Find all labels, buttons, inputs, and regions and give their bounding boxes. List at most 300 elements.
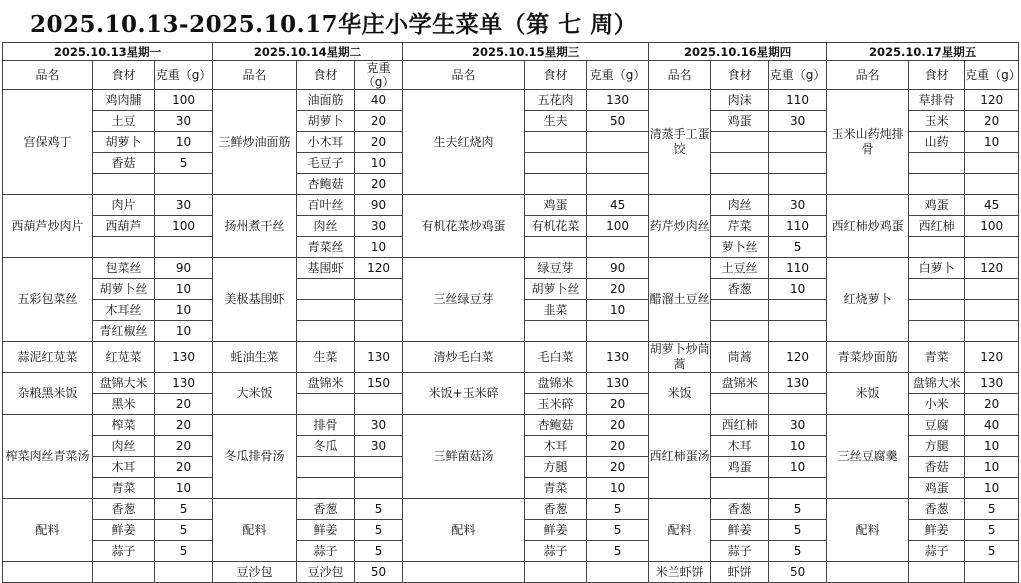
weight	[155, 174, 213, 195]
ingredient-header: 食材	[93, 61, 155, 90]
ingredient: 青红椒丝	[93, 321, 155, 342]
weight	[355, 321, 403, 342]
ingredient: 鸡蛋	[909, 195, 965, 216]
weight: 5	[587, 541, 649, 562]
dish-name: 米饭	[827, 373, 909, 415]
weight	[587, 174, 649, 195]
ingredient: 方腿	[525, 457, 587, 478]
weight	[155, 562, 213, 583]
weight	[587, 153, 649, 174]
weight: 20	[587, 457, 649, 478]
weight	[769, 132, 827, 153]
weight: 45	[965, 195, 1019, 216]
weight: 110	[769, 90, 827, 111]
ingredient: 蒜子	[93, 541, 155, 562]
ingredient	[525, 237, 587, 258]
dish-name: 杂粮黑米饭	[3, 373, 93, 415]
weight: 30	[155, 111, 213, 132]
ingredient: 蒜子	[711, 541, 769, 562]
ingredient: 木耳	[711, 436, 769, 457]
ingredient: 五花肉	[525, 90, 587, 111]
ingredient	[525, 174, 587, 195]
weight	[587, 562, 649, 583]
dish-name: 三鲜菌菇汤	[403, 415, 525, 499]
day-header: 2025.10.17星期五	[827, 43, 1019, 61]
ingredient: 木耳	[93, 457, 155, 478]
ingredient	[909, 153, 965, 174]
weight: 5	[965, 541, 1019, 562]
table-row	[3, 415, 1019, 436]
ingredient: 油面筋	[297, 90, 355, 111]
ingredient: 百叶丝	[297, 195, 355, 216]
weight: 20	[155, 436, 213, 457]
weight: 20	[587, 415, 649, 436]
weight: 30	[355, 415, 403, 436]
weight: 120	[965, 90, 1019, 111]
page-title: 2025.10.13-2025.10.17华庄小学生菜单（第 七 周）	[30, 11, 638, 38]
ingredient: 蒜子	[297, 541, 355, 562]
dish-name: 配料	[827, 499, 909, 562]
dish-name: 配料	[3, 499, 93, 562]
dish-name: 有机花菜炒鸡蛋	[403, 195, 525, 258]
ingredient: 豆沙包	[297, 562, 355, 583]
dish-name: 五彩包菜丝	[3, 258, 93, 342]
ingredient	[909, 174, 965, 195]
weight: 120	[965, 258, 1019, 279]
weight-header: 克重（g）	[965, 61, 1019, 90]
ingredient: 蒜子	[525, 541, 587, 562]
weight: 30	[355, 436, 403, 457]
ingredient: 绿豆芽	[525, 258, 587, 279]
weight: 10	[155, 321, 213, 342]
ingredient: 香葱	[909, 499, 965, 520]
dish-name: 三丝绿豆芽	[403, 258, 525, 342]
weight: 130	[587, 342, 649, 373]
ingredient	[297, 279, 355, 300]
dish-name-header: 品名	[403, 61, 525, 90]
table-row	[3, 373, 1019, 394]
ingredient: 青菜	[93, 478, 155, 499]
weight: 100	[587, 216, 649, 237]
dish-name: 青菜炒面筋	[827, 342, 909, 373]
weight: 5	[155, 520, 213, 541]
weight: 20	[587, 436, 649, 457]
weight: 150	[355, 373, 403, 394]
weight	[965, 562, 1019, 583]
ingredient	[93, 174, 155, 195]
ingredient	[297, 321, 355, 342]
weight: 5	[769, 541, 827, 562]
dish-name: 米饭+玉米碎	[403, 373, 525, 415]
day-header: 2025.10.13星期一	[3, 43, 213, 61]
weight: 130	[155, 373, 213, 394]
ingredient: 蒜子	[909, 541, 965, 562]
weight: 30	[355, 216, 403, 237]
ingredient: 西红柿	[711, 415, 769, 436]
ingredient: 韭菜	[525, 300, 587, 321]
dish-name: 配料	[649, 499, 711, 562]
weight: 110	[769, 216, 827, 237]
weight: 30	[769, 111, 827, 132]
weight	[355, 457, 403, 478]
dish-name: 豆沙包	[213, 562, 297, 583]
ingredient: 肉丝	[711, 195, 769, 216]
ingredient: 木耳丝	[93, 300, 155, 321]
weight	[965, 153, 1019, 174]
weight	[355, 279, 403, 300]
weight	[769, 153, 827, 174]
ingredient: 毛豆子	[297, 153, 355, 174]
weight: 5	[355, 541, 403, 562]
weight: 40	[965, 415, 1019, 436]
weight: 90	[155, 258, 213, 279]
ingredient: 青菜丝	[297, 237, 355, 258]
ingredient: 盘锦米	[525, 373, 587, 394]
ingredient-header: 食材	[909, 61, 965, 90]
dish-name-header: 品名	[827, 61, 909, 90]
ingredient: 肉丝	[297, 216, 355, 237]
weight: 5	[965, 499, 1019, 520]
dish-name: 红烧萝卜	[827, 258, 909, 342]
ingredient: 山药	[909, 132, 965, 153]
ingredient: 盘锦大米	[909, 373, 965, 394]
ingredient: 冬瓜	[297, 436, 355, 457]
weight: 10	[155, 132, 213, 153]
ingredient: 盘锦米	[711, 373, 769, 394]
weight	[965, 174, 1019, 195]
dish-name-header: 品名	[213, 61, 297, 90]
weight	[769, 478, 827, 499]
ingredient: 黑米	[93, 394, 155, 415]
weight	[155, 237, 213, 258]
ingredient: 鸡蛋	[711, 457, 769, 478]
weight: 10	[965, 436, 1019, 457]
table-row	[3, 342, 1019, 373]
ingredient	[297, 394, 355, 415]
weight: 130	[355, 342, 403, 373]
table-row	[3, 562, 1019, 583]
weight: 20	[155, 394, 213, 415]
dish-name: 榨菜肉丝青菜汤	[3, 415, 93, 499]
ingredient: 香葱	[297, 499, 355, 520]
weight	[355, 394, 403, 415]
weight	[587, 237, 649, 258]
dish-name: 三丝豆腐羹	[827, 415, 909, 499]
ingredient: 香葱	[711, 279, 769, 300]
dish-name: 配料	[403, 499, 525, 562]
ingredient: 胡萝卜	[297, 111, 355, 132]
ingredient: 小米	[909, 394, 965, 415]
dish-name: 三鲜炒油面筋	[213, 90, 297, 195]
dish-name: 米兰虾饼	[649, 562, 711, 583]
ingredient: 鲜姜	[909, 520, 965, 541]
weight-header: 克重（g）	[769, 61, 827, 90]
ingredient: 鲜姜	[93, 520, 155, 541]
weight: 10	[587, 300, 649, 321]
ingredient	[525, 562, 587, 583]
weight: 5	[587, 520, 649, 541]
ingredient	[909, 237, 965, 258]
ingredient-header: 食材	[525, 61, 587, 90]
weight: 20	[355, 132, 403, 153]
ingredient	[525, 132, 587, 153]
weight: 30	[769, 195, 827, 216]
ingredient	[297, 300, 355, 321]
weight-header: 克重（g）	[587, 61, 649, 90]
ingredient: 鸡蛋	[711, 111, 769, 132]
ingredient: 胡萝卜丝	[525, 279, 587, 300]
weight: 20	[587, 394, 649, 415]
day-header: 2025.10.14星期二	[213, 43, 403, 61]
ingredient: 鲜姜	[297, 520, 355, 541]
ingredient: 青菜	[525, 478, 587, 499]
weight: 20	[355, 111, 403, 132]
ingredient: 玉米碎	[525, 394, 587, 415]
dish-name: 西红柿炒鸡蛋	[827, 195, 909, 258]
weight: 100	[155, 216, 213, 237]
ingredient: 鲜姜	[525, 520, 587, 541]
ingredient	[909, 300, 965, 321]
ingredient	[711, 321, 769, 342]
column-header-row	[3, 61, 1019, 90]
dish-name: 胡萝卜炒茼蒿	[649, 342, 710, 371]
weight	[355, 300, 403, 321]
weight: 5	[155, 541, 213, 562]
ingredient: 香菇	[93, 153, 155, 174]
menu-table	[2, 42, 1019, 583]
table-row	[3, 90, 1019, 111]
weight: 120	[965, 342, 1019, 373]
weight: 5	[155, 499, 213, 520]
ingredient: 生菜	[297, 342, 355, 373]
ingredient: 包菜丝	[93, 258, 155, 279]
weight: 20	[587, 279, 649, 300]
ingredient: 香葱	[711, 499, 769, 520]
ingredient: 玉米	[909, 111, 965, 132]
dish-name: 西葫芦炒肉片	[3, 195, 93, 258]
weight	[587, 321, 649, 342]
weight	[965, 237, 1019, 258]
ingredient	[711, 132, 769, 153]
ingredient: 生夫	[525, 111, 587, 132]
weight: 130	[155, 342, 213, 373]
dish-name: 蚝油生菜	[213, 342, 297, 373]
ingredient	[909, 562, 965, 583]
ingredient: 草排骨	[909, 90, 965, 111]
ingredient: 白萝卜	[909, 258, 965, 279]
dish-name: 玉米山药炖排骨	[827, 90, 909, 195]
ingredient: 榨菜	[93, 415, 155, 436]
ingredient	[297, 478, 355, 499]
weight: 5	[155, 153, 213, 174]
ingredient	[711, 478, 769, 499]
weight	[587, 132, 649, 153]
weight: 50	[587, 111, 649, 132]
ingredient: 茼蒿	[711, 342, 769, 373]
weight: 50	[769, 562, 827, 583]
weight: 45	[587, 195, 649, 216]
weight: 100	[155, 90, 213, 111]
weight: 5	[965, 520, 1019, 541]
weight: 5	[769, 520, 827, 541]
weight: 10	[769, 279, 827, 300]
ingredient: 土豆丝	[711, 258, 769, 279]
ingredient	[909, 321, 965, 342]
day-header: 2025.10.15星期三	[403, 43, 649, 61]
ingredient: 豆腐	[909, 415, 965, 436]
ingredient-header: 食材	[297, 61, 355, 90]
ingredient: 胡萝卜	[93, 132, 155, 153]
weight: 100	[965, 216, 1019, 237]
ingredient: 盘锦米	[297, 373, 355, 394]
ingredient: 肉沫	[711, 90, 769, 111]
dish-name-header: 品名	[3, 61, 93, 90]
weight: 110	[769, 258, 827, 279]
dish-name-header: 品名	[649, 61, 711, 90]
weight: 20	[355, 174, 403, 195]
table-row	[3, 258, 1019, 279]
weight: 90	[355, 195, 403, 216]
ingredient: 虾饼	[711, 562, 769, 583]
ingredient: 鸡肉脯	[93, 90, 155, 111]
ingredient	[909, 279, 965, 300]
dish-name: 大米饭	[213, 373, 297, 415]
weight: 5	[587, 499, 649, 520]
weight-header: 克重（g）	[155, 61, 213, 90]
weight: 130	[769, 373, 827, 394]
ingredient	[297, 457, 355, 478]
ingredient: 红苋菜	[93, 342, 155, 373]
weight: 5	[769, 499, 827, 520]
weight	[965, 300, 1019, 321]
weight: 5	[769, 237, 827, 258]
table-row	[3, 499, 1019, 520]
ingredient: 鸡蛋	[909, 478, 965, 499]
weight: 20	[965, 111, 1019, 132]
weight: 40	[355, 90, 403, 111]
ingredient: 香菇	[909, 457, 965, 478]
weight: 20	[965, 394, 1019, 415]
weight: 10	[155, 300, 213, 321]
weight: 20	[155, 457, 213, 478]
weight: 130	[965, 373, 1019, 394]
weight: 10	[965, 132, 1019, 153]
dish-name: 冬瓜排骨汤	[213, 415, 297, 499]
ingredient: 鲜姜	[711, 520, 769, 541]
ingredient: 青菜	[909, 342, 965, 373]
ingredient: 有机花菜	[525, 216, 587, 237]
weight: 30	[155, 195, 213, 216]
weight: 130	[587, 90, 649, 111]
ingredient: 毛白菜	[525, 342, 587, 373]
dish-name: 清蒸手工蛋饺	[649, 90, 711, 195]
ingredient	[711, 394, 769, 415]
ingredient: 方腿	[909, 436, 965, 457]
dish-name: 宫保鸡丁	[3, 90, 93, 195]
dish-name: 扬州煮干丝	[213, 195, 297, 258]
dish-name: 生夫红烧肉	[403, 90, 525, 195]
weight: 120	[769, 342, 827, 373]
dish-name: 药芹炒肉丝	[649, 195, 711, 258]
weight: 30	[769, 415, 827, 436]
ingredient: 杏鲍菇	[297, 174, 355, 195]
weight: 20	[155, 415, 213, 436]
ingredient: 西葫芦	[93, 216, 155, 237]
day-header-row	[3, 43, 1019, 61]
ingredient	[711, 300, 769, 321]
table-row	[3, 195, 1019, 216]
ingredient	[93, 237, 155, 258]
ingredient: 香葱	[93, 499, 155, 520]
ingredient: 木耳	[525, 436, 587, 457]
weight	[355, 478, 403, 499]
ingredient: 萝卜丝	[711, 237, 769, 258]
ingredient: 西红柿	[909, 216, 965, 237]
dish-name: 清炒毛白菜	[403, 342, 525, 373]
dish-name: 蒜泥红苋菜	[3, 342, 93, 373]
weight: 10	[155, 478, 213, 499]
weight	[769, 321, 827, 342]
dish-name: 配料	[213, 499, 297, 562]
weight: 5	[355, 520, 403, 541]
weight-header: 克重（g）	[355, 61, 403, 90]
ingredient	[525, 153, 587, 174]
ingredient: 基围虾	[297, 258, 355, 279]
dish-name	[403, 562, 525, 583]
weight: 10	[965, 457, 1019, 478]
ingredient	[93, 562, 155, 583]
dish-name: 美极基围虾	[213, 258, 297, 342]
dish-name: 西红柿蛋汤	[649, 415, 711, 499]
weight: 130	[587, 373, 649, 394]
dish-name: 米饭	[649, 373, 711, 415]
dish-name	[827, 562, 909, 583]
ingredient: 肉丝	[93, 436, 155, 457]
ingredient: 盘锦大米	[93, 373, 155, 394]
weight	[965, 279, 1019, 300]
weight: 90	[587, 258, 649, 279]
weight: 10	[769, 436, 827, 457]
weight: 120	[355, 258, 403, 279]
ingredient-header: 食材	[711, 61, 769, 90]
ingredient	[711, 174, 769, 195]
day-header: 2025.10.16星期四	[649, 43, 827, 61]
ingredient: 鸡蛋	[525, 195, 587, 216]
ingredient: 小木耳	[297, 132, 355, 153]
ingredient: 胡萝卜丝	[93, 279, 155, 300]
ingredient: 土豆	[93, 111, 155, 132]
weight: 50	[355, 562, 403, 583]
weight: 10	[155, 279, 213, 300]
dish-name: 醋溜土豆丝	[649, 258, 711, 342]
weight: 5	[355, 499, 403, 520]
ingredient: 排骨	[297, 415, 355, 436]
dish-name	[3, 562, 93, 583]
ingredient	[525, 321, 587, 342]
ingredient	[711, 153, 769, 174]
weight: 10	[587, 478, 649, 499]
weight: 10	[965, 478, 1019, 499]
ingredient: 杏鲍菇	[525, 415, 587, 436]
weight: 10	[355, 237, 403, 258]
ingredient: 香葱	[525, 499, 587, 520]
weight: 10	[769, 457, 827, 478]
weight: 10	[355, 153, 403, 174]
ingredient: 肉片	[93, 195, 155, 216]
ingredient: 芹菜	[711, 216, 769, 237]
weight	[769, 300, 827, 321]
weight	[769, 394, 827, 415]
